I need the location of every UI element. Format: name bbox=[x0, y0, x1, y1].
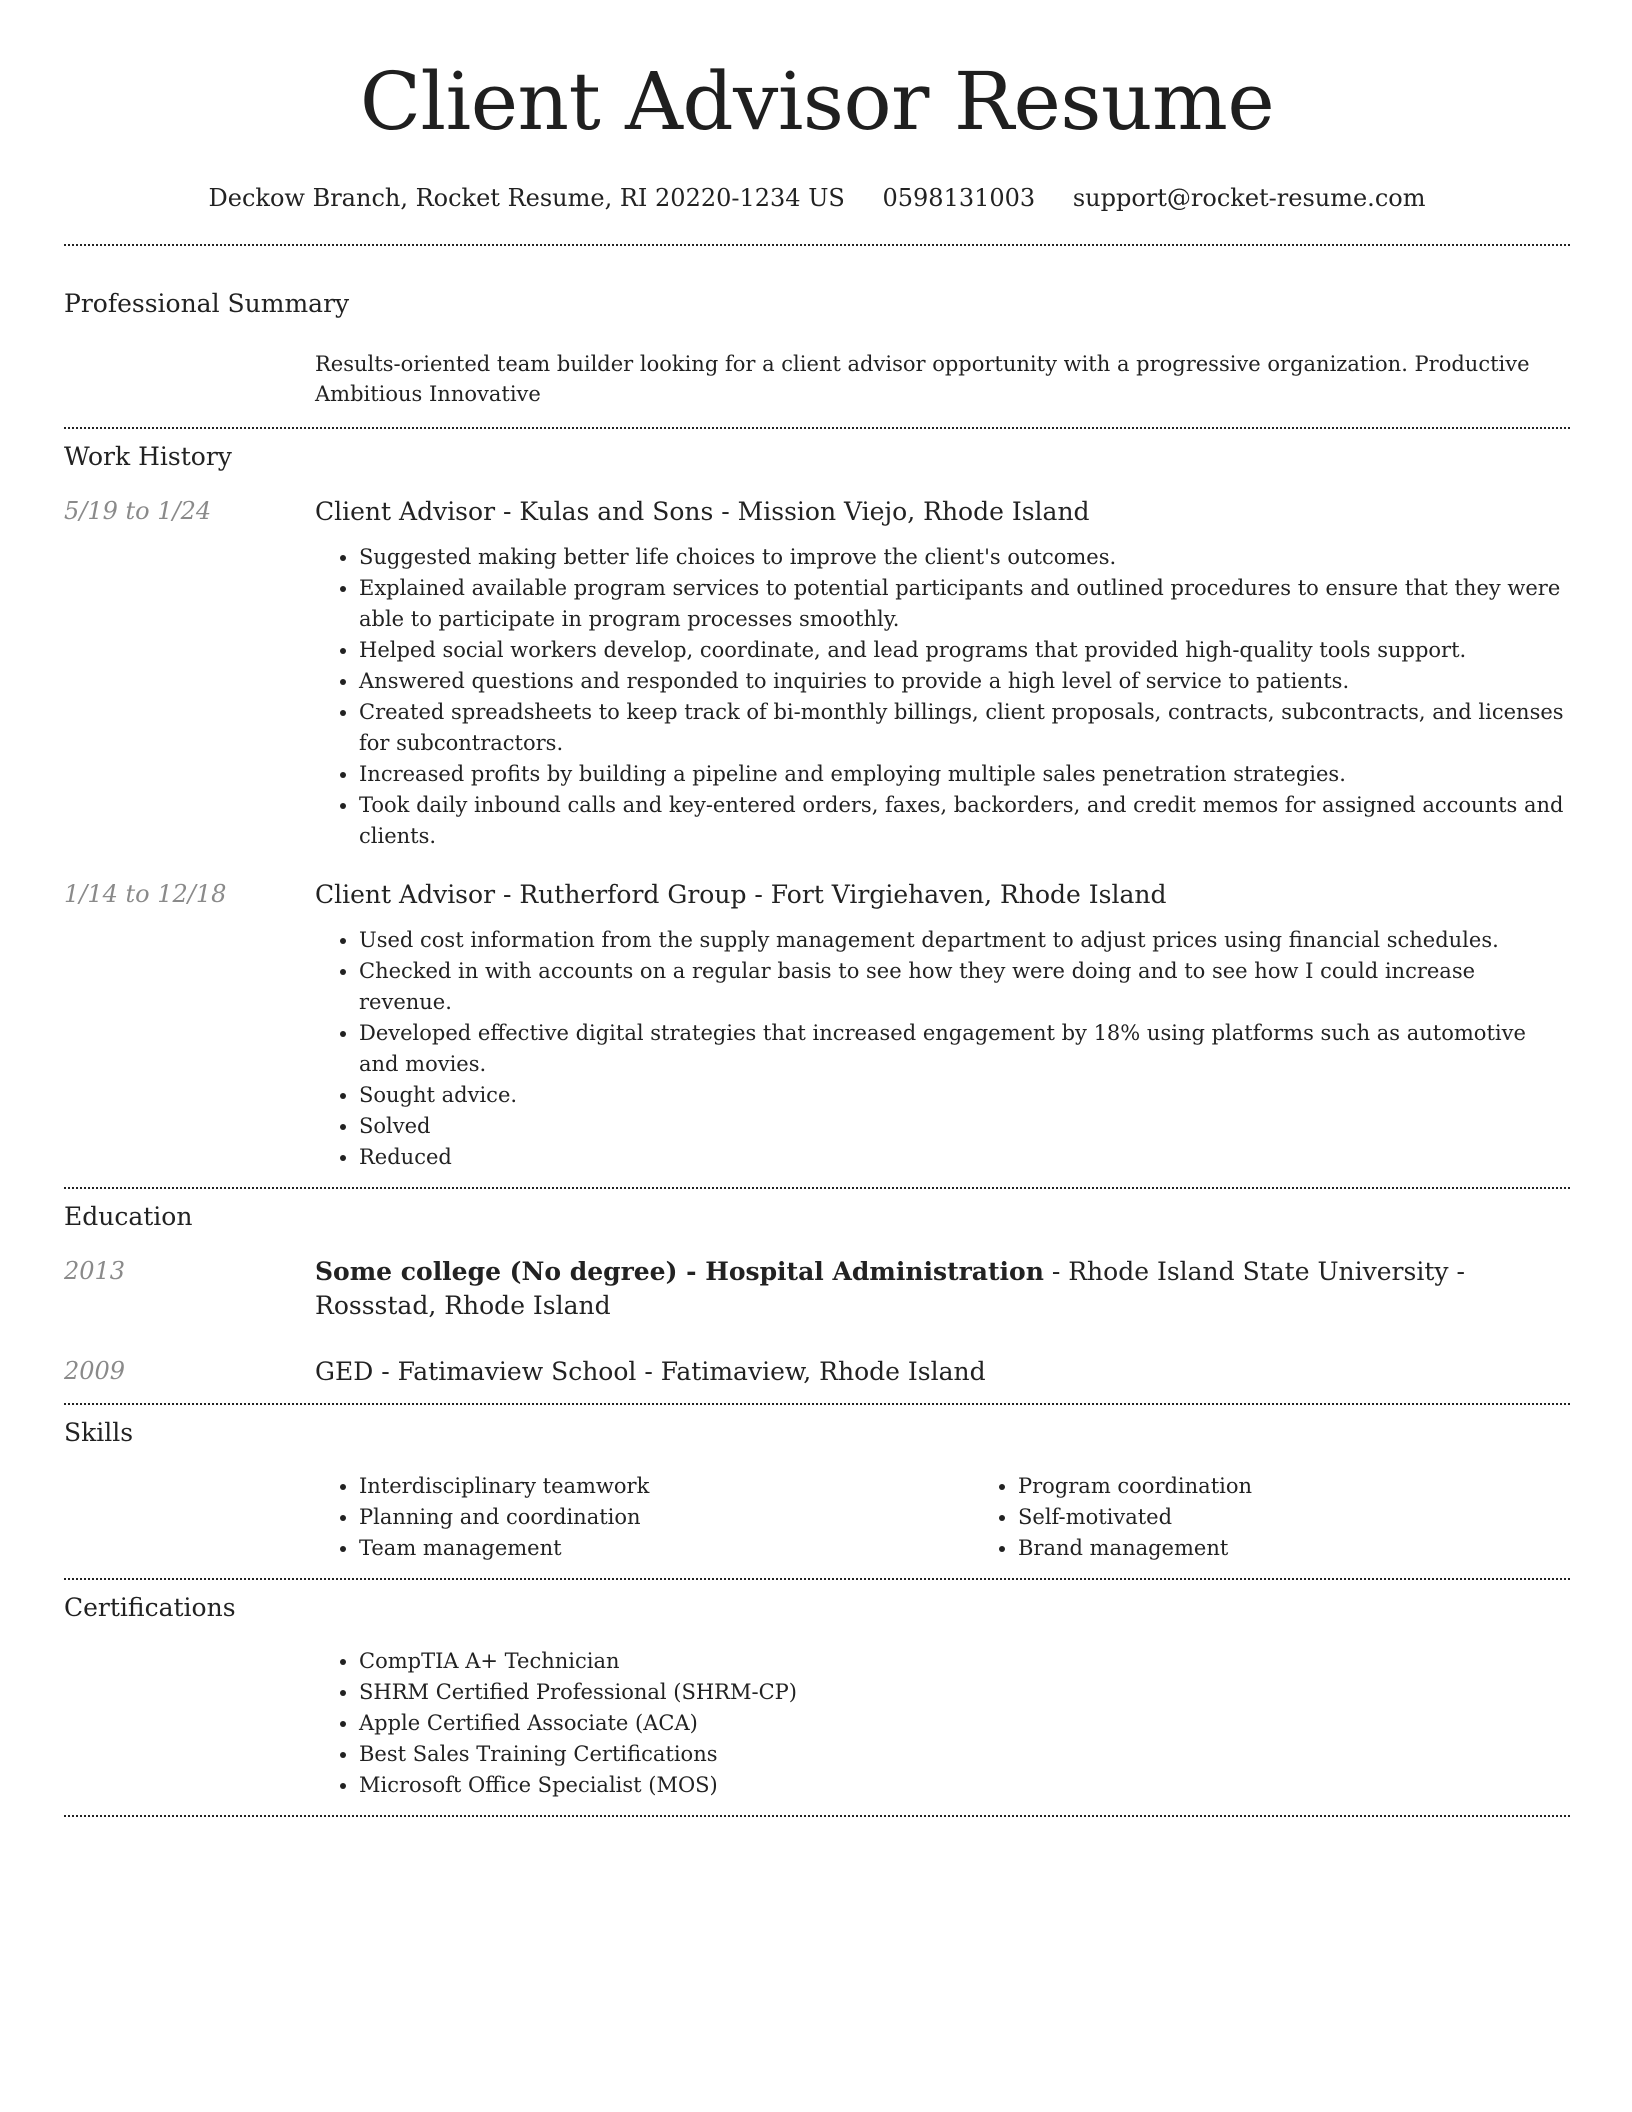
job-bullets bbox=[315, 925, 1570, 1173]
section-divider bbox=[64, 427, 1570, 429]
education-details bbox=[315, 1355, 1570, 1389]
certifications-list bbox=[315, 1646, 1570, 1801]
list-item: • Used cost information from the supply management department to adjust prices using financial schedules. bbox=[359, 925, 1570, 956]
summary-text: Results-oriented team builder looking for a client advisor opportunity with a progressive organization. Productive Ambitious Innovative bbox=[315, 352, 1530, 406]
list-item: • SHRM Certified Professional (SHRM-CP) bbox=[359, 1677, 1570, 1708]
list-item: • Checked in with accounts on a regular basis to see how they were doing and to see how I could increase revenue. bbox=[359, 956, 1570, 1018]
education-degree: GED - Fatimaview School - Fatimaview, Rhode Island bbox=[315, 1357, 986, 1386]
job-entry bbox=[64, 495, 1570, 852]
contact-address: Deckow Branch, Rocket Resume, RI 20220-1234 US bbox=[208, 184, 845, 212]
section-divider bbox=[64, 1578, 1570, 1580]
list-item: • Apple Certified Associate (ACA) bbox=[359, 1708, 1570, 1739]
list-item: • Reduced bbox=[359, 1142, 1570, 1173]
contact-email: support@rocket-resume.com bbox=[1072, 184, 1426, 212]
list-item: • Best Sales Training Certifications bbox=[359, 1739, 1570, 1770]
resume-page bbox=[64, 0, 1570, 1817]
education-year: 2009 bbox=[64, 1357, 126, 1385]
section-divider bbox=[64, 1815, 1570, 1817]
list-item: • Explained available program services to potential participants and outlined procedures to ensure that they were able to participate in program processes smoothly. bbox=[359, 573, 1570, 635]
list-item: • Answered questions and responded to inquiries to provide a high level of service to patients. bbox=[359, 666, 1570, 697]
list-item: • Took daily inbound calls and key-entered orders, faxes, backorders, and credit memos for assigned accounts and clients. bbox=[359, 790, 1570, 852]
certifications-content bbox=[315, 1646, 1570, 1801]
section-title-certifications: Certifications bbox=[64, 1593, 236, 1622]
skills-columns bbox=[315, 1471, 1632, 1564]
list-item: • Team management bbox=[359, 1533, 974, 1564]
section-title-skills: Skills bbox=[64, 1418, 134, 1447]
job-dates: 1/14 to 12/18 bbox=[64, 880, 227, 908]
summary-row bbox=[64, 349, 1570, 409]
job-content bbox=[315, 878, 1570, 1173]
job-entry bbox=[64, 878, 1570, 1173]
education-year: 2013 bbox=[64, 1257, 126, 1285]
section-title-education: Education bbox=[64, 1202, 193, 1231]
job-dates: 5/19 to 1/24 bbox=[64, 497, 212, 525]
section-title-summary: Professional Summary bbox=[64, 289, 350, 318]
section-divider bbox=[64, 1403, 1570, 1405]
contact-line bbox=[64, 182, 1570, 214]
list-item: • Microsoft Office Specialist (MOS) bbox=[359, 1770, 1570, 1801]
list-item: • Sought advice. bbox=[359, 1080, 1570, 1111]
list-item: • Increased profits by building a pipeline and employing multiple sales penetration strategies. bbox=[359, 759, 1570, 790]
list-item: • Helped social workers develop, coordinate, and lead programs that provided high-quality tools support. bbox=[359, 635, 1570, 666]
list-item: • Brand management bbox=[1018, 1533, 1632, 1564]
section-title-work-history: Work History bbox=[64, 442, 232, 471]
list-item: • Interdisciplinary teamwork bbox=[359, 1471, 974, 1502]
list-item: • Planning and coordination bbox=[359, 1502, 974, 1533]
list-item: • Solved bbox=[359, 1111, 1570, 1142]
job-title: Client Advisor - Rutherford Group - Fort Virgiehaven, Rhode Island bbox=[315, 880, 1167, 909]
list-item: • Created spreadsheets to keep track of bi-monthly billings, client proposals, contracts, subcontracts, and licenses for subcontractors. bbox=[359, 697, 1570, 759]
skills-list-left bbox=[315, 1471, 974, 1564]
education-entry bbox=[64, 1355, 1570, 1389]
education-institution: - Rhode Island State University - Rossstad, Rhode Island bbox=[315, 1257, 1465, 1320]
resume-title: Client Advisor Resume bbox=[359, 55, 1275, 148]
job-title: Client Advisor - Kulas and Sons - Mission Viejo, Rhode Island bbox=[315, 497, 1090, 526]
certifications-row bbox=[64, 1646, 1570, 1801]
job-content bbox=[315, 495, 1570, 852]
skills-row bbox=[64, 1471, 1570, 1564]
list-item: • Self-motivated bbox=[1018, 1502, 1632, 1533]
education-degree: Some college (No degree) - Hospital Administration bbox=[315, 1257, 1044, 1286]
section-divider bbox=[64, 244, 1570, 246]
summary-spacer bbox=[64, 349, 315, 409]
list-item: • Developed effective digital strategies that increased engagement by 18% using platforms such as automotive and movies. bbox=[359, 1018, 1570, 1080]
list-item: • Suggested making better life choices to improve the client's outcomes. bbox=[359, 542, 1570, 573]
list-item: • Program coordination bbox=[1018, 1471, 1632, 1502]
education-entry bbox=[64, 1255, 1570, 1323]
contact-phone: 0598131003 bbox=[882, 184, 1036, 212]
list-item: • CompTIA A+ Technician bbox=[359, 1646, 1570, 1677]
skills-spacer bbox=[64, 1471, 315, 1564]
section-divider bbox=[64, 1187, 1570, 1189]
skills-list-right bbox=[974, 1471, 1632, 1564]
certifications-spacer bbox=[64, 1646, 315, 1801]
job-bullets bbox=[315, 542, 1570, 852]
education-details bbox=[315, 1255, 1570, 1323]
